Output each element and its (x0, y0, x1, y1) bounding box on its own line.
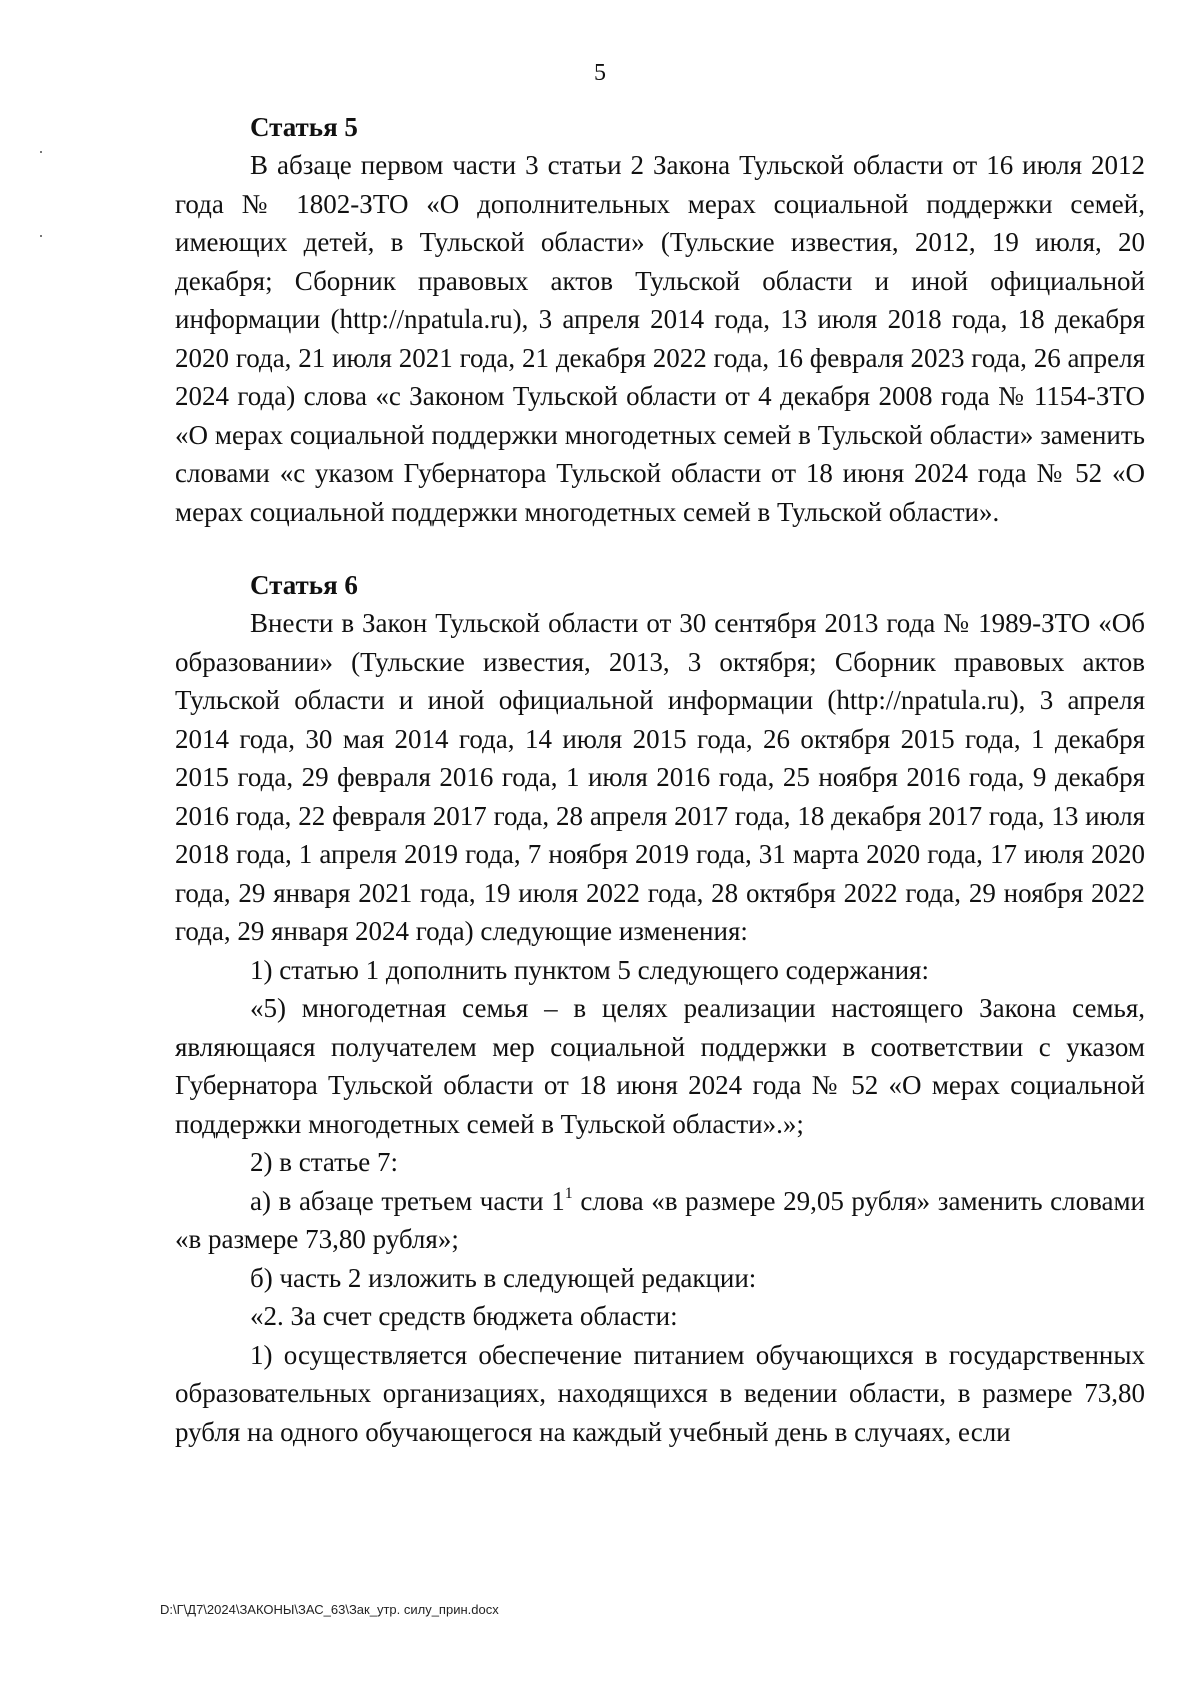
article-5-paragraph: В абзаце первом части 3 статьи 2 Закона Тульской области от 16 июля 2012 года № 1802-ЗТО «О дополнительных мерах социальной поддержки семей, имеющих детей, в Тульской области» (Тульские известия, 2012, 19 июля, 20 декабря; Сборник правовых актов Тульской области и иной официальной информации (http://npatula.ru), 3 апреля 2014 года, 13 июля 2018 года, 18 декабря 2020 года, 21 июля 2021 года, 21 декабря 2022 года, 16 февраля 2023 года, 26 апреля 2024 года) слова «с Законом Тульской области от 4 декабря 2008 года № 1154-ЗТО «О мерах социальной поддержки многодетных семей в Тульской области» заменить словами «с указом Губернатора Тульской области от 18 июня 2024 года № 52 «О мерах социальной поддержки многодетных семей в Тульской области». (175, 150, 1145, 527)
article-6-subitem-1: 1) осуществляется обеспечение питанием обучающихся в государственных образовательных организациях, находящихся в ведении области, в размере 73,80 рубля на одного обучающегося на каждый учебный день в случаях, если (175, 1339, 1145, 1447)
scan-artifact (40, 151, 42, 153)
article-6-item-1-text: «5) многодетная семья – в целях реализации настоящего Закона семья, являющаяся получателем мер социальной поддержки в соответствии с указом Губернатора Тульской области от 18 июня 2024 года № 52 «О мерах социальной поддержки многодетных семей в Тульской области».»; (175, 993, 1145, 1139)
article-6-item-2: 2) в статье 7: (250, 1147, 398, 1177)
superscript: 1 (564, 1184, 573, 1202)
article-6-item-1: 1) статью 1 дополнить пунктом 5 следующего содержания: (250, 954, 929, 985)
article-6-item-2b: б) часть 2 изложить в следующей редакции: (250, 1262, 757, 1293)
article-6-quote-start: «2. За счет средств бюджета области: (250, 1301, 678, 1331)
footer-file-path: D:\Г\Д7\2024\ЗАКОНЫ\ЗАС_63\Зак_утр. силу_прин.docx (160, 1602, 499, 1617)
item-2a-text-start: а) в абзаце третьем части 1 (250, 1185, 565, 1216)
article-6-item-2a (175, 1182, 1145, 1259)
article-6-intro: Внести в Закон Тульской области от 30 сентября 2013 года № 1989-ЗТО «Об образовании» (Тульские известия, 2013, 3 октября; Сборник правовых актов Тульской области и иной официальной информации (http://npatula.ru), 3 апреля 2014 года, 30 мая 2014 года, 14 июля 2015 года, 26 октября 2015 года, 1 декабря 2015 года, 29 февраля 2016 года, 1 июля 2016 года, 25 ноября 2016 года, 9 декабря 2016 года, 22 февраля 2017 года, 28 апреля 2017 года, 18 декабря 2017 года, 13 июля 2018 года, 1 апреля 2019 года, 7 ноября 2019 года, 31 марта 2020 года, 17 июля 2020 года, 29 января 2021 года, 19 июля 2022 года, 28 октября 2022 года, 29 ноября 2022 года, 29 января 2024 года) следующие изменения: (175, 608, 1145, 946)
article-5 (175, 109, 1145, 531)
article-5-title: Статья 5 (250, 112, 358, 142)
page-number: 5 (594, 60, 606, 86)
article-6-title: Статья 6 (250, 570, 358, 600)
article-6 (175, 567, 1145, 1451)
scan-artifact (40, 235, 42, 237)
item-2a-text-end: слова «в размере 29,05 рубля» заменить словами «в размере 73,80 рубля»; (175, 1185, 1146, 1254)
